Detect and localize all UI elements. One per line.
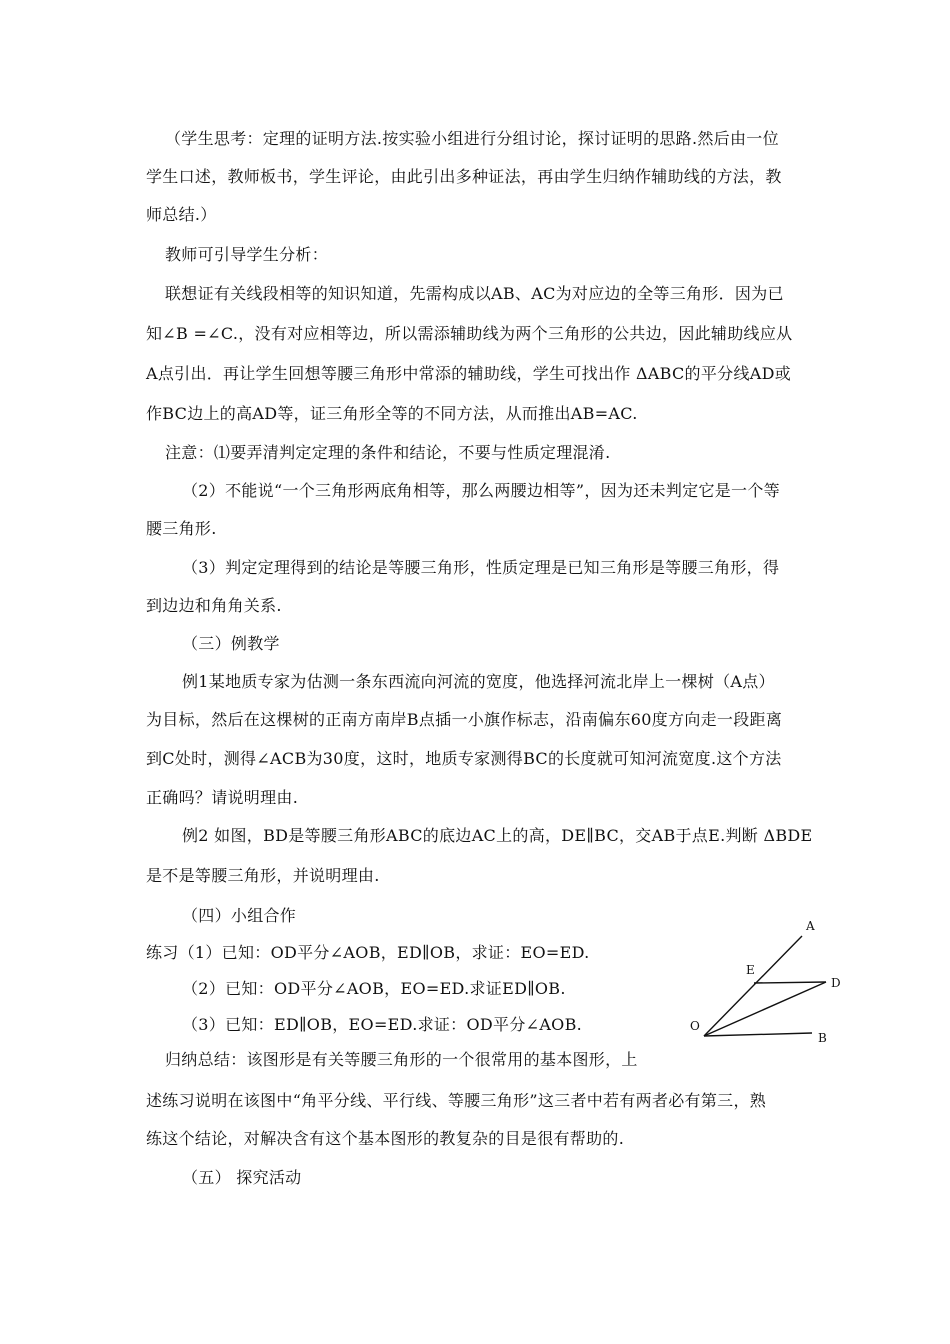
paragraph-line: 述练习说明在该图中“角平分线、平行线、等腰三角形”这三者中若有两者必有第三，熟 bbox=[146, 1091, 767, 1110]
paragraph-line: （3）判定定理得到的结论是等腰三角形，性质定理是已知三角形是等腰三角形，得 bbox=[182, 558, 780, 577]
paragraph-line: 知∠B =∠C.，没有对应相等边，所以需添辅助线为两个三角形的公共边，因此辅助线应从 bbox=[146, 324, 793, 343]
ray-ob bbox=[704, 1033, 812, 1036]
label-e: E bbox=[746, 963, 755, 977]
paragraph-line: （2）不能说“一个三角形两底角相等，那么两腰边相等”，因为还未判定它是一个等 bbox=[182, 481, 780, 500]
paragraph-line: 学生口述，教师板书，学生评论，由此引出多种证法，再由学生归纳作辅助线的方法，教 bbox=[146, 167, 782, 186]
paragraph-line: 到边边和角角关系. bbox=[146, 596, 282, 615]
paragraph-line: 例2 如图，BD是等腰三角形ABC的底边AC上的高，DE∥BC，交AB于点E.判断 ΔBDE bbox=[182, 826, 813, 845]
label-o: O bbox=[690, 1019, 700, 1033]
paragraph-line: 为目标，然后在这棵树的正南方南岸B点插一小旗作标志，沿南偏东60度方向走一段距离 bbox=[146, 710, 783, 729]
paragraph-line: 到C处时，测得∠ACB为30度，这时，地质专家测得BC的长度就可知河流宽度.这个方法 bbox=[146, 749, 782, 768]
section-heading: （四）小组合作 bbox=[182, 906, 297, 925]
section-heading: （三）例教学 bbox=[182, 634, 280, 653]
paragraph-line: 腰三角形. bbox=[146, 519, 217, 538]
paragraph-line: 归纳总结：该图形是有关等腰三角形的一个很常用的基本图形，上 bbox=[165, 1050, 638, 1069]
label-b: B bbox=[818, 1031, 827, 1045]
paragraph-line: 练习（1）已知：OD平分∠AOB，ED∥OB，求证：EO=ED. bbox=[146, 943, 590, 962]
section-heading: （五） 探究活动 bbox=[182, 1168, 302, 1187]
paragraph-line: 联想证有关线段相等的知识知道，先需构成以AB、AC为对应边的全等三角形．因为已 bbox=[165, 284, 784, 303]
label-d: D bbox=[831, 976, 841, 990]
segment-ed bbox=[754, 982, 826, 983]
paragraph-line: （学生思考：定理的证明方法.按实验小组进行分组讨论，探讨证明的思路.然后由一位 bbox=[165, 129, 779, 148]
segment-od bbox=[704, 982, 826, 1036]
paragraph-line: 注意：⑴要弄清判定定理的条件和结论，不要与性质定理混淆. bbox=[165, 443, 611, 462]
geometry-figure-svg bbox=[686, 912, 846, 1052]
geometry-figure bbox=[686, 912, 846, 1052]
paragraph-line: （2）已知：OD平分∠AOB，EO=ED.求证ED∥OB. bbox=[182, 979, 566, 998]
ray-oa bbox=[704, 936, 802, 1036]
label-a: A bbox=[806, 919, 815, 933]
paragraph-line: 是不是等腰三角形，并说明理由. bbox=[146, 866, 380, 885]
paragraph-line: 师总结.） bbox=[146, 205, 217, 224]
paragraph-line: 教师可引导学生分析： bbox=[165, 245, 329, 264]
paragraph-line: A点引出．再让学生回想等腰三角形中常添的辅助线，学生可找出作 ΔABC的平分线AD或 bbox=[146, 364, 792, 383]
paragraph-line: 作BC边上的高AD等，证三角形全等的不同方法，从而推出AB=AC. bbox=[146, 404, 638, 423]
paragraph-line: 正确吗？请说明理由. bbox=[146, 788, 299, 807]
paragraph-line: 例1某地质专家为估测一条东西流向河流的宽度，他选择河流北岸上一棵树（A点） bbox=[182, 672, 775, 691]
paragraph-line: 练这个结论，对解决含有这个基本图形的教复杂的目是很有帮助的. bbox=[146, 1129, 625, 1148]
paragraph-line: （3）已知：ED∥OB，EO=ED.求证：OD平分∠AOB. bbox=[182, 1015, 583, 1034]
